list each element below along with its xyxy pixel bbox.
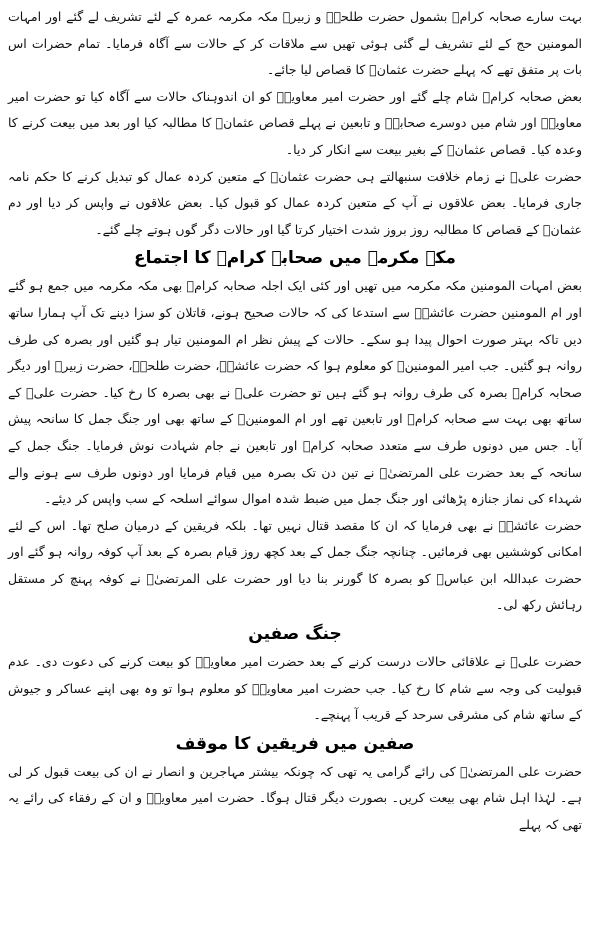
paragraph-ali-position: حضرت علی المرتضیٰؓ کی رائے گرامی یہ تھی کہ چونکہ بیشتر مہاجرین و انصار نے ان کی بیعت قبول کر لی ہے۔ لہٰذا اہل شام بھی بیعت کریں۔ بصورت دیگر قتال ہوگا۔ حضرت امیر معاویہؓ و ان کے رفقاء کی رائے یہ تھی کہ پہلے xyxy=(8,763,582,833)
heading-positions-at-siffin: صفین میں فریقین کا موقف xyxy=(175,733,415,754)
paragraph-sham-companions: بعض صحابہ کرامؓ شام چلے گئے اور حضرت امیر معاویہؓ کو ان اندوہناک حالات سے آگاہ کیا تو حضرت امیر معاویہؓ اور شام میں دوسرے صحابہؓ و تابعین نے پہلے قصاص عثمانؓ کا مطالبہ کیا اور بعد میں بیعت کرنے کا وعدہ کیا۔ قصاص عثمانؓ کے بغیر بیعت سے انکار کر دیا۔ xyxy=(8,88,582,157)
paragraph-pilgrimage: بہت سارے صحابہ کرامؓ بشمول حضرت طلحہؓ و زبیرؓ مکہ مکرمہ عمرہ کے لئے تشریف لے گئے اور امہات المومنین حج کے لئے تشریف لے گئی ہوئی تھیں سے ملاقات کر کے حالات سے آگاہ فرمایا۔ تمام حضرات اس بات پر متفق تھے کہ پہلے حضرت عثمانؓ کا قصاص لیا جائے۔ xyxy=(8,9,582,78)
paragraph-governors: حضرت علیؓ نے زمام خلافت سنبھالتے ہی حضرت عثمانؓ کے متعین کردہ عمال کو تبدیل کرنے کا حکم نامہ جاری فرمایا۔ بعض علاقوں نے آپ کے متعین کردہ عمال کو قبول کیا۔ بعض علاقوں نے واپس کر دیا اور دم عثمانؓ کے قصاص کا مطالبہ روز بروز شدت اختیار کرتا گیا اور حالات دگر گوں ہوتے چلے گئے۔ xyxy=(8,168,582,237)
paragraph-siffin-march: حضرت علیؓ نے علاقائی حالات درست کرنے کے بعد حضرت امیر معاویہؓ کو بیعت کرنے کی دعوت دی۔ عدم قبولیت کی وجہ سے شام کا رخ کیا۔ جب حضرت امیر معاویہؓ کو معلوم ہوا تو وہ بھی اپنے عساکر و جیوش کے ساتھ شام کی مشرقی سرحد کے قریب آ پہنچے۔ xyxy=(8,654,582,723)
heading-siffin: جنگ صفین xyxy=(248,624,342,645)
paragraph-aisha-reconciliation: حضرت عائشہؓ نے بھی فرمایا کہ ان کا مقصد قتال نہیں تھا۔ بلکہ فریقین کے درمیان صلح تھا۔ اس کے لئے امکانی کوششیں بھی فرمائیں۔ چنانچہ جنگ جمل کے بعد کچھ روز قیام بصرہ کے بعد آپ کوفہ روانہ ہو گئے اور حضرت عبداللہ ابن عباسؓ کو بصرہ کا گورنر بنا دیا اور حضرت علی المرتضیٰؓ نے کوفہ پہنچ کر مستقل رہائش رکھ لی۔ xyxy=(8,517,582,613)
heading-makkah-gathering: مکہ مکرمہ میں صحابہ کرامؓ کا اجتماع xyxy=(134,248,456,269)
paragraph-battle-of-camel: بعض امہات المومنین مکہ مکرمہ میں تھیں اور کئی ایک اجلہ صحابہ کرامؓ بھی مکہ مکرمہ میں جمع ہو گئے اور ام المومنین حضرت عائشہؓ سے استدعا کی کہ حالات صحیح ہونے، قاتلان کو سزا دینے تک آپ ہمارا ساتھ دیں تاکہ بہتر صورت احوال پیدا ہو سکے۔ حالات کے پیش نظر ام المومنین تیار ہو گئیں اور بصرہ کی طرف روانہ ہو گئیں۔ جب امیر المومنینؓ کو معلوم ہوا کہ حضرت عائشہؓ، حضرت طلحہؓ، حضرت زبیرؓ اور دیگر صحابہ کرامؓ بصرہ کی طرف روانہ ہو گئے ہیں تو حضرت علیؓ نے بھی بصرہ کا رخ کیا۔ حضرت علیؓ کے ساتھ بھی بہت سے صحابہ کرامؓ اور تابعین تھے اور ام المومنینؓ کے ساتھ بھی اور جنگ جمل کا سانحہ پیش آیا۔ جس میں دونوں طرف سے متعدد صحابہ کرامؓ اور تابعین نے جام شہادت نوش فرمایا۔ جنگ جمل کے سانحہ کے بعد حضرت علی المرتضیٰؓ نے تین دن تک بصرہ میں قیام فرمایا اور دونوں طرف سے ہونے والے شہداء کی نماز جنازہ پڑھائی اور جنگ جمل میں ضبط شدہ اموال سوائے اسلحہ کے سب واپس کر دیئے۔ xyxy=(8,278,582,507)
